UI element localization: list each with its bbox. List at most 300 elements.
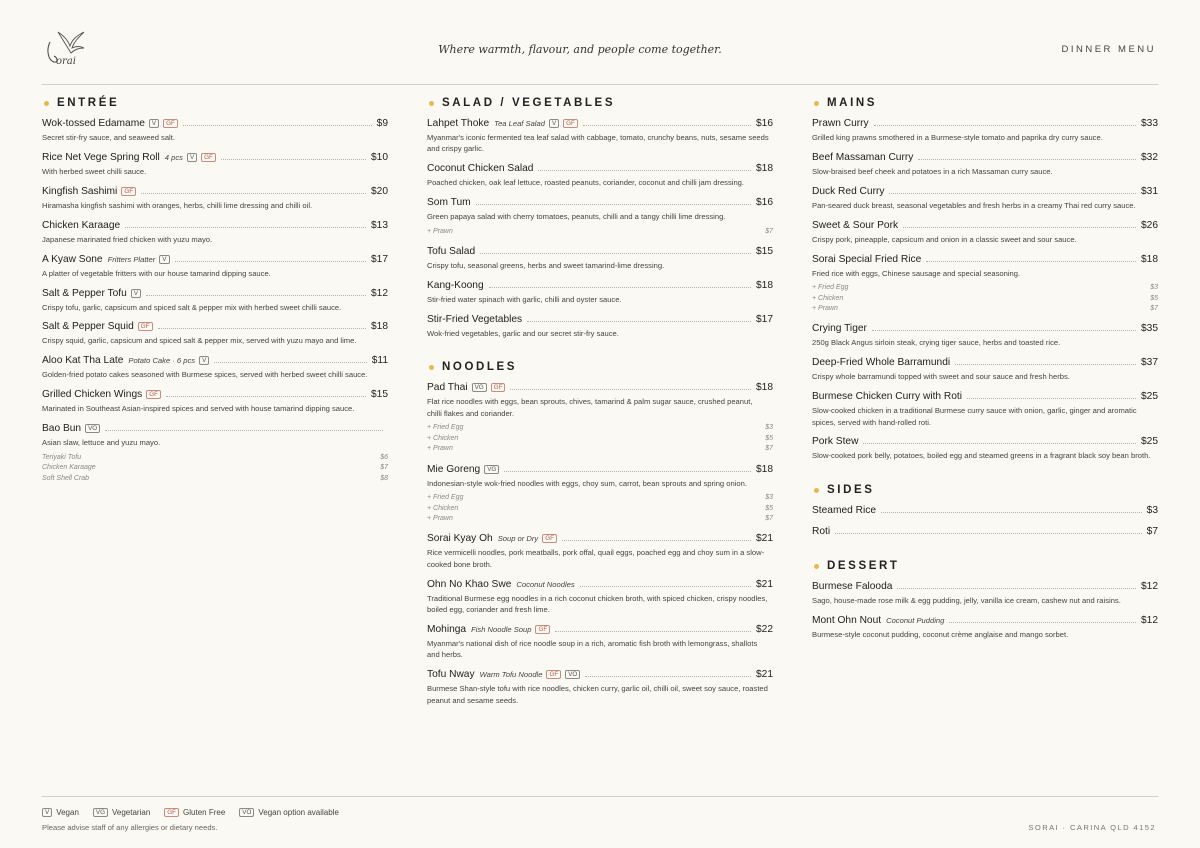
menu-item-row: [812, 580, 1158, 593]
section-title: [812, 483, 1158, 497]
item-price: $21: [756, 669, 773, 681]
menu-item-row: [42, 388, 388, 401]
menu-item: [427, 313, 773, 339]
dietary-legend: [42, 808, 353, 817]
dot-leader: [926, 261, 1136, 262]
extra-label: + Chicken: [812, 294, 844, 302]
legend-label: Vegan option available: [258, 808, 339, 817]
section-title: [812, 96, 1158, 110]
extra-price: $7: [765, 227, 773, 235]
menu-item-row: [42, 253, 388, 266]
item-description: Slow-braised beef cheek and potatoes in a rich Massaman curry sauce.: [812, 166, 1053, 176]
menu-item: [812, 151, 1158, 177]
item-subtitle: Soup or Dry: [497, 534, 539, 544]
dot-leader: [967, 398, 1136, 399]
item-price: $15: [756, 245, 773, 257]
menu-item-row: [427, 245, 773, 258]
menu-item: [42, 253, 388, 279]
menu-item: [42, 287, 388, 313]
section-title-text: DESSERT: [827, 560, 900, 573]
item-name: Sweet & Sour Pork: [812, 219, 899, 231]
menu-item-row: [427, 313, 773, 326]
diet-tag-v: V: [549, 119, 559, 128]
menu-item: [42, 422, 388, 484]
menu-item-row: [42, 354, 388, 367]
legend-item: [239, 808, 339, 817]
item-subtitle: Fish Noodle Soup: [471, 624, 532, 634]
item-subtitle: Coconut Noodles: [516, 579, 575, 589]
item-description: Slow-cooked pork belly, potatoes, boiled egg and steamed greens in a fragrant black soy bean broth.: [812, 451, 1151, 461]
extra-option: [427, 444, 773, 455]
item-extras: [427, 423, 773, 455]
section-dot: [429, 101, 434, 106]
item-description: Hiramasha kingfish sashimi with oranges, herbs, chilli lime dressing and chilli oil.: [42, 200, 313, 210]
menu-item-row: [42, 422, 388, 435]
diet-tag-gf: GF: [546, 670, 561, 679]
item-description: 250g Black Angus sirloin steak, crying tiger sauce, herbs and toasted rice.: [812, 338, 1061, 348]
menu-item: [42, 320, 388, 346]
item-price: $25: [1141, 436, 1158, 448]
menu-item-row: [812, 151, 1158, 164]
extra-label: + Chicken: [427, 504, 459, 512]
menu-item-row: [427, 532, 773, 545]
menu-item-row: [42, 151, 388, 164]
item-description: Fried rice with eggs, Chinese sausage and special seasoning.: [812, 268, 1021, 278]
item-price: $21: [756, 578, 773, 590]
extra-label: + Prawn: [427, 515, 453, 523]
dot-leader: [903, 227, 1136, 228]
menu-item-row: [42, 219, 388, 232]
diet-tag-gf: GF: [535, 625, 550, 634]
menu-item: [42, 185, 388, 211]
item-description: Green papaya salad with cherry tomatoes, peanuts, chilli and a tangy chilli lime dressing.: [427, 212, 726, 222]
item-price: $33: [1141, 118, 1158, 129]
menu-item: [427, 196, 773, 237]
item-description: Flat rice noodles with eggs, bean sprouts, chives, tamarind & palm sugar sauce, crushed peanut, chilli flakes and coriander.: [427, 397, 753, 418]
item-name: Sorai Kyay Oh: [427, 533, 493, 545]
legend-label: Vegan: [56, 808, 79, 817]
extra-label: Chicken Karaage: [42, 464, 96, 472]
dot-leader: [105, 430, 383, 431]
item-name: Burmese Chicken Curry with Roti: [812, 391, 963, 403]
dot-leader: [480, 253, 751, 254]
menu-item-row: [812, 504, 1158, 517]
diet-tag-vg: VG: [484, 465, 499, 474]
item-description: Pan-seared duck breast, seasonal vegetables and fresh herbs in a creamy Thai red curry sauce.: [812, 200, 1136, 210]
extra-price: $6: [380, 453, 388, 461]
section-title-text: ENTRÉE: [57, 97, 120, 109]
menu-item: [42, 354, 388, 380]
section-dot: [44, 101, 49, 106]
menu-column-3: [812, 92, 1158, 648]
legend-tag-vo: VO: [239, 808, 254, 817]
menu-item-row: [812, 185, 1158, 198]
dot-leader: [221, 159, 366, 160]
diet-tag-vo: VO: [85, 424, 100, 433]
extra-option: [427, 504, 773, 515]
section-title: [427, 360, 773, 374]
dot-leader: [585, 676, 751, 677]
menu-item: [812, 435, 1158, 461]
item-name: Sorai Special Fried Rice: [812, 253, 922, 265]
menu-section: [812, 559, 1158, 640]
item-price: $11: [371, 355, 388, 367]
item-price: $20: [371, 185, 388, 197]
item-price: $15: [371, 389, 388, 401]
diet-tag-v: V: [187, 153, 197, 162]
item-name: Bao Bun: [42, 423, 82, 435]
diet-tag-vg: VG: [472, 383, 487, 392]
item-description: Crispy pork, pineapple, capsicum and onion in a classic sweet and sour sauce.: [812, 234, 1077, 244]
section-title: [812, 559, 1158, 573]
item-price: $17: [756, 313, 773, 325]
diet-tag-v: V: [159, 255, 169, 264]
menu-item: [42, 117, 388, 143]
menu-item-row: [812, 117, 1158, 130]
extra-option: [427, 493, 773, 504]
dot-leader: [146, 295, 366, 296]
menu-column-2: [427, 92, 773, 713]
svg-text:orai: orai: [56, 56, 76, 67]
section-dot: [814, 101, 819, 106]
item-description: Crispy tofu, seasonal greens, herbs and sweet tamarind-lime dressing.: [427, 260, 665, 270]
menu-item: [427, 463, 773, 525]
section-gap: [812, 545, 1158, 555]
dot-leader: [158, 328, 367, 329]
menu-item: [427, 578, 773, 616]
dot-leader: [489, 287, 751, 288]
item-name: Burmese Falooda: [812, 581, 893, 593]
menu-item-row: [812, 322, 1158, 335]
item-extras: [427, 227, 773, 238]
menu-item-row: [427, 623, 773, 636]
dot-leader: [874, 125, 1136, 126]
item-description: Burmese-style coconut pudding, coconut crème anglaise and mango sorbet.: [812, 630, 1069, 640]
menu-item: [812, 253, 1158, 315]
menu-item-row: [42, 320, 388, 333]
dot-leader: [881, 512, 1142, 513]
menu-item-row: [427, 668, 773, 681]
dot-leader: [897, 588, 1136, 589]
dot-leader: [955, 364, 1136, 365]
legend-label: Vegetarian: [112, 808, 151, 817]
item-description: Wok-fried vegetables, garlic and our secret stir-fry sauce.: [427, 328, 619, 338]
item-description: A platter of vegetable fritters with our house tamarind dipping sauce.: [42, 268, 271, 278]
extra-price: $3: [1150, 284, 1158, 292]
item-name: Salt & Pepper Tofu: [42, 287, 127, 299]
menu-item: [812, 356, 1158, 382]
diet-tag-v: V: [149, 119, 159, 128]
extra-price: $3: [765, 424, 773, 432]
section-title-text: MAINS: [827, 97, 878, 109]
item-name: Rice Net Vege Spring Roll: [42, 151, 160, 163]
item-name: Stir-Fried Vegetables: [427, 313, 523, 325]
menu-item: [42, 388, 388, 414]
item-price: $37: [1141, 357, 1158, 369]
menu-column-1: [42, 92, 388, 492]
item-name: Mont Ohn Nout: [812, 615, 882, 627]
item-description: Grilled king prawns smothered in a Burmese-style tomato and paprika dry curry sauce.: [812, 133, 1103, 142]
menu-item: [427, 381, 773, 455]
item-description: Stir-fried water spinach with garlic, chilli and oyster sauce.: [427, 294, 622, 304]
dot-leader: [562, 540, 751, 541]
menu-item: [812, 614, 1158, 640]
footer-location: SORAI · CARINA QLD 4152: [1028, 823, 1156, 832]
item-subtitle: Potato Cake · 6 pcs: [128, 356, 196, 366]
item-name: Kingfish Sashimi: [42, 185, 118, 197]
menu-item: [427, 532, 773, 570]
item-description: Poached chicken, oak leaf lettuce, roasted peanuts, coriander, coconut and chilli jam dressing.: [427, 178, 745, 188]
item-name: Lahpet Thoke: [427, 118, 490, 129]
item-subtitle: Tea Leaf Salad: [494, 119, 545, 128]
section-title-text: SIDES: [827, 484, 875, 497]
item-name: Beef Massaman Curry: [812, 151, 914, 163]
dot-leader: [555, 631, 751, 632]
item-description: Traditional Burmese egg noodles in a rich coconut chicken broth, with spiced chicken, crispy noodles, boiled egg, coriander and fresh lime.: [427, 593, 768, 614]
section-dot: [814, 488, 819, 493]
item-name: Duck Red Curry: [812, 185, 885, 197]
diet-tag-vo: VO: [565, 670, 580, 679]
extra-label: + Prawn: [427, 227, 453, 235]
menu-item: [427, 117, 773, 155]
item-name: Chicken Karaage: [42, 219, 121, 231]
item-subtitle: 4 pcs: [164, 152, 183, 162]
extra-option: [812, 294, 1158, 305]
menu-item-row: [812, 614, 1158, 627]
extra-option: [812, 283, 1158, 294]
item-name: Steamed Rice: [812, 505, 876, 517]
header-divider: [42, 84, 1158, 85]
item-description: Burmese Shan-style tofu with rice noodles, chicken curry, garlic oil, chilli oil, sweet soy sauce, roasted peanut and sesame seeds.: [427, 684, 768, 705]
item-extras: [427, 493, 773, 525]
tagline: Where warmth, flavour, and people come together.: [438, 43, 722, 56]
diet-tag-gf: GF: [542, 534, 557, 543]
item-description: Myanmar's national dish of rice noodle soup in a rich, aromatic fish broth with lemongrass, shallots and herbs.: [427, 638, 758, 660]
menu-item-row: [812, 253, 1158, 266]
dot-leader: [863, 443, 1136, 444]
item-price: $18: [756, 279, 773, 291]
dot-leader: [872, 330, 1136, 331]
item-name: A Kyaw Sone: [42, 253, 103, 265]
item-price: $18: [756, 163, 773, 175]
item-price: $18: [756, 382, 773, 394]
extra-price: $5: [765, 434, 773, 442]
item-price: $9: [376, 118, 388, 129]
extra-option: [42, 463, 388, 474]
item-price: $22: [756, 623, 773, 635]
menu-item-row: [812, 390, 1158, 403]
menu-item-row: [427, 578, 773, 591]
extra-price: $8: [380, 474, 388, 482]
dot-leader: [918, 159, 1136, 160]
extra-label: + Prawn: [427, 445, 453, 453]
menu-item: [427, 668, 773, 706]
item-price: $21: [756, 533, 773, 545]
extra-label: + Chicken: [427, 434, 459, 442]
extra-label: + Prawn: [812, 305, 838, 313]
section-title-text: NOODLES: [442, 361, 518, 374]
extra-price: $7: [1150, 305, 1158, 313]
item-price: $16: [756, 197, 773, 209]
item-price: $16: [756, 118, 773, 129]
item-name: Prawn Curry: [812, 118, 869, 129]
dot-leader: [183, 125, 372, 126]
item-name: Deep-Fried Whole Barramundi: [812, 357, 951, 369]
item-name: Mie Goreng: [427, 463, 481, 475]
menu-item: [42, 151, 388, 177]
menu-section: [427, 96, 773, 339]
extra-option: [427, 434, 773, 445]
item-extras: [42, 453, 388, 485]
diet-tag-gf: GF: [163, 119, 178, 128]
menu-section: [42, 96, 388, 484]
item-description: Sago, house-made rose milk & egg pudding, jelly, vanilla ice cream, cashew nut and raisins.: [812, 596, 1121, 606]
item-name: Kang-Koong: [427, 279, 484, 291]
dot-leader: [175, 261, 367, 262]
menu-section: [812, 483, 1158, 538]
extra-price: $7: [380, 464, 388, 472]
extra-option: [812, 304, 1158, 315]
menu-item: [812, 322, 1158, 348]
diet-tag-v: V: [199, 356, 209, 365]
dot-leader: [214, 362, 366, 363]
menu-item: [812, 390, 1158, 428]
extra-price: $5: [1150, 294, 1158, 302]
item-description: Golden-fried potato cakes seasoned with Burmese spices, served with herbed sweet chilli sauce.: [42, 370, 368, 380]
item-subtitle: Fritters Platter: [107, 254, 156, 264]
menu-item: [427, 162, 773, 188]
item-description: Japanese marinated fried chicken with yuzu mayo.: [42, 234, 213, 244]
dot-leader: [889, 193, 1136, 194]
item-price: $3: [1146, 505, 1158, 517]
diet-tag-gf: GF: [138, 322, 153, 331]
item-description: Crispy tofu, garlic, capsicum and spiced salt & pepper mix with herbed sweet chilli sauce.: [42, 302, 342, 312]
item-name: Som Tum: [427, 197, 471, 209]
section-gap: [812, 469, 1158, 479]
section-dot: [814, 564, 819, 569]
item-price: $13: [371, 219, 388, 231]
section-title: [427, 96, 773, 110]
dot-leader: [125, 227, 366, 228]
menu-item: [812, 525, 1158, 538]
diet-tag-gf: GF: [121, 187, 136, 196]
extra-label: + Fried Egg: [427, 424, 464, 432]
item-name: Wok-tossed Edamame: [42, 118, 145, 129]
menu-item-row: [42, 287, 388, 300]
dot-leader: [476, 204, 751, 205]
item-name: Pad Thai: [427, 382, 468, 394]
menu-item-row: [427, 162, 773, 175]
item-description: Secret stir-fry sauce, and seaweed salt.: [42, 133, 175, 142]
item-price: $7: [1146, 525, 1158, 537]
diet-tag-v: V: [131, 289, 141, 298]
item-price: $17: [371, 253, 388, 265]
item-price: $18: [756, 463, 773, 475]
item-price: $18: [1141, 253, 1158, 265]
menu-item: [427, 623, 773, 661]
extra-price: $7: [765, 445, 773, 453]
menu-section: [427, 360, 773, 706]
legend-tag-v: V: [42, 808, 52, 817]
extra-option: [427, 423, 773, 434]
dot-leader: [510, 389, 751, 390]
item-price: $32: [1141, 151, 1158, 163]
item-name: Tofu Salad: [427, 245, 476, 257]
dot-leader: [538, 170, 751, 171]
menu-item-row: [42, 117, 388, 130]
item-description: Myanmar's iconic fermented tea leaf salad with cabbage, tomato, crunchy beans, nuts, sesame seeds and crispy garlic.: [427, 133, 769, 154]
menu-item-row: [812, 435, 1158, 448]
item-subtitle: Coconut Pudding: [886, 616, 945, 626]
extra-option: [427, 227, 773, 238]
item-name: Coconut Chicken Salad: [427, 163, 534, 175]
diet-tag-gf: GF: [146, 390, 161, 399]
legend-item: [93, 808, 150, 817]
section-dot: [429, 365, 434, 370]
menu-item: [812, 185, 1158, 211]
item-description: Rice vermicelli noodles, pork meatballs, pork offal, quail eggs, poached egg and choy sum in a slow-cooked bone broth.: [427, 548, 765, 569]
item-name: Mohinga: [427, 623, 467, 635]
legend-item: [42, 808, 79, 817]
item-description: With herbed sweet chilli sauce.: [42, 166, 147, 176]
legend-label: Gluten Free: [183, 808, 226, 817]
extra-option: [42, 453, 388, 464]
item-price: $12: [1141, 615, 1158, 627]
extra-label: Teriyaki Tofu: [42, 453, 82, 461]
extra-price: $7: [765, 515, 773, 523]
legend-item: [164, 808, 225, 817]
extra-label: Soft Shell Crab: [42, 474, 90, 482]
item-name: Ohn No Khao Swe: [427, 578, 512, 590]
section-title-text: SALAD / VEGETABLES: [442, 97, 616, 109]
dot-leader: [527, 321, 751, 322]
item-name: Salt & Pepper Squid: [42, 321, 134, 333]
item-price: $12: [371, 287, 388, 299]
extra-option: [427, 514, 773, 525]
item-price: $35: [1141, 323, 1158, 335]
dot-leader: [504, 471, 751, 472]
item-name: Grilled Chicken Wings: [42, 389, 143, 401]
item-name: Crying Tiger: [812, 323, 867, 335]
item-description: Asian slaw, lettuce and yuzu mayo.: [42, 438, 161, 448]
footer-divider: [42, 796, 1158, 797]
item-price: $18: [371, 321, 388, 333]
section-gap: [427, 346, 773, 356]
section-title: [42, 96, 388, 110]
menu-item-row: [812, 525, 1158, 538]
dot-leader: [949, 622, 1136, 623]
item-price: $25: [1141, 391, 1158, 403]
menu-item: [812, 504, 1158, 517]
menu-item-row: [42, 185, 388, 198]
extra-label: + Fried Egg: [812, 284, 849, 292]
menu-item: [812, 580, 1158, 606]
item-description: Indonesian-style wok-fried noodles with eggs, choy sum, carrot, bean sprouts and spring onion.: [427, 478, 747, 488]
item-extras: [812, 283, 1158, 315]
extra-label: + Fried Egg: [427, 493, 464, 501]
item-name: Roti: [812, 525, 831, 537]
extra-option: [42, 474, 388, 485]
menu-item-row: [427, 463, 773, 476]
diet-tag-gf: GF: [563, 119, 578, 128]
diet-tag-gf: GF: [491, 383, 506, 392]
item-price: $26: [1141, 219, 1158, 231]
dot-leader: [835, 533, 1142, 534]
menu-item-row: [812, 356, 1158, 369]
legend-tag-gf: GF: [164, 808, 179, 817]
item-subtitle: Warm Tofu Noodle: [479, 670, 543, 680]
item-description: Marinated in Southeast Asian-inspired spices and served with house tamarind dipping sauce.: [42, 404, 355, 414]
